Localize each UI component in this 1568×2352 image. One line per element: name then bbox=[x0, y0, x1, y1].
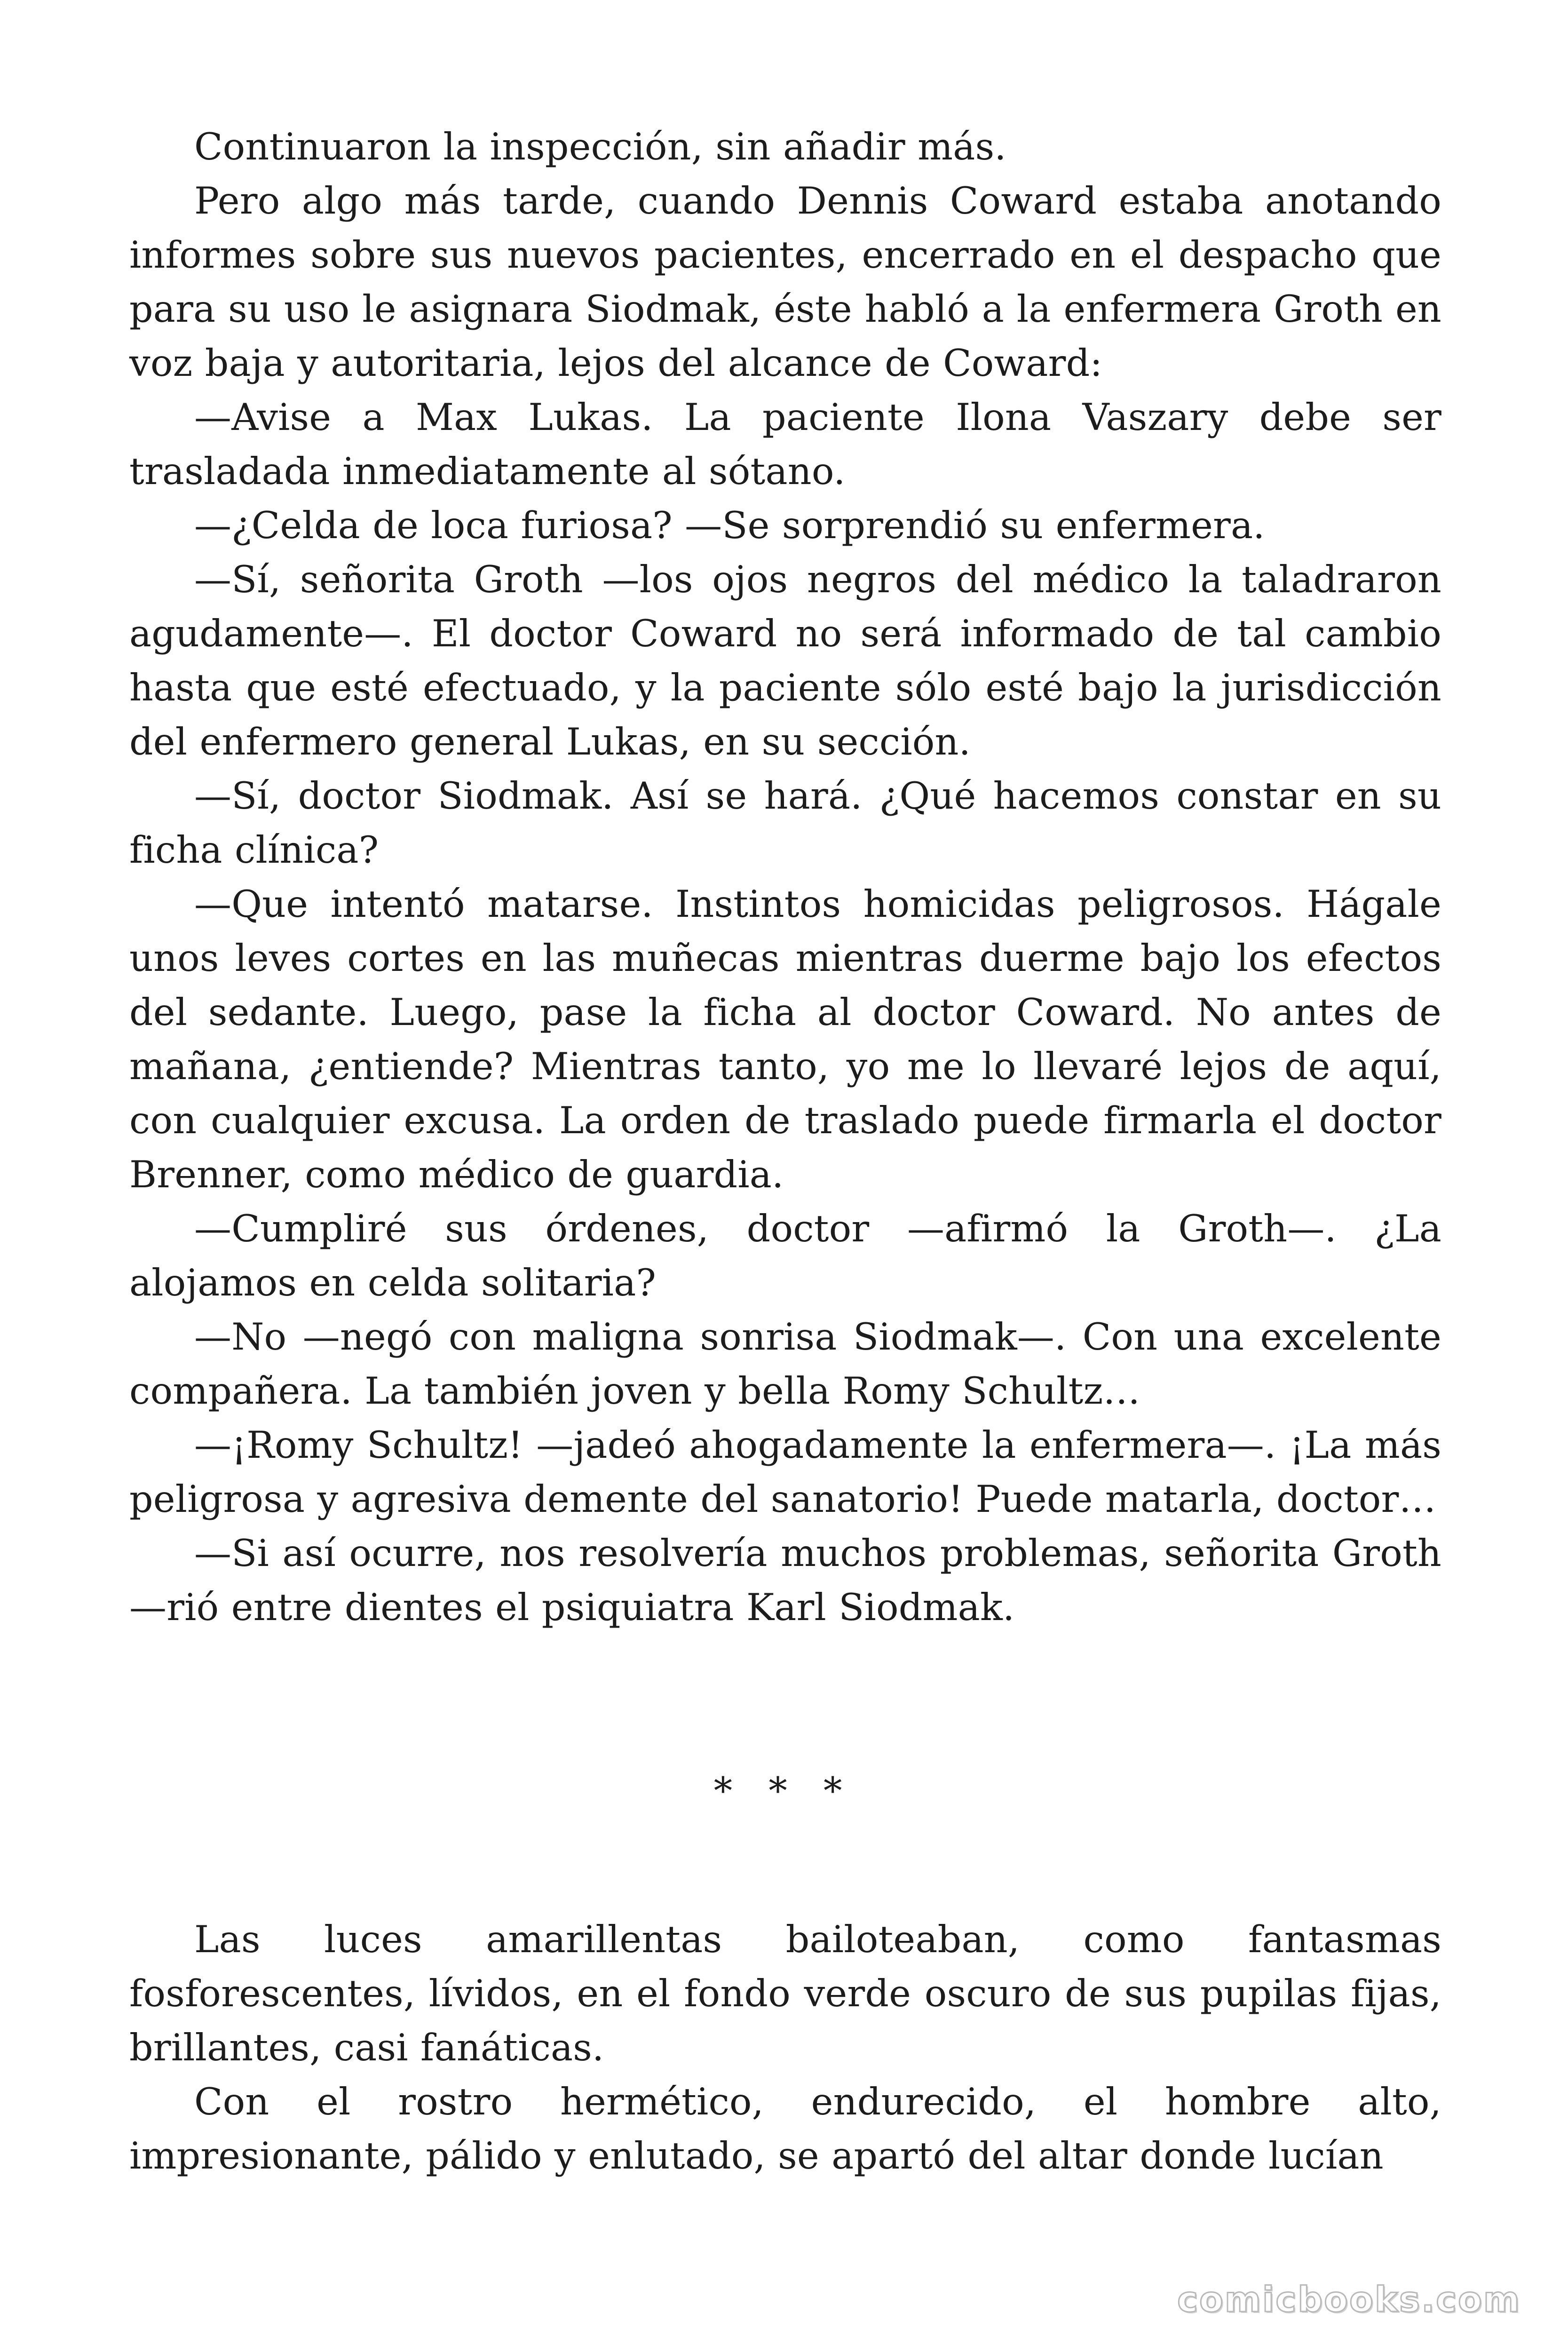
paragraph: —Sí, señorita Groth —los ojos negros del médico la taladraron agudamente—. El doctor Coward no será informado de tal cambio hasta que esté efectuado, y la paciente sólo esté bajo la jurisdicción del enfermero general Lukas, en su sección. bbox=[129, 558, 1441, 763]
paragraph: Continuaron la inspección, sin añadir más. bbox=[194, 125, 1006, 168]
paragraph: Pero algo más tarde, cuando Dennis Coward estaba anotando informes sobre sus nuevos pacientes, encerrado en el despacho que para su uso le asignara Siodmak, éste habló a la enfermera Groth en voz baja y autoritaria, lejos del alcance de Coward: bbox=[129, 179, 1441, 385]
text-block-before-break bbox=[129, 120, 1441, 1635]
paragraph: —¿Celda de loca furiosa? —Se sorprendió su enfermera. bbox=[194, 504, 1265, 547]
scene-break: * * * bbox=[713, 1769, 855, 1812]
paragraph: —No —negó con maligna sonrisa Siodmak—. Con una excelente compañera. La también joven y bella Romy Schultz… bbox=[129, 1315, 1441, 1413]
paragraph: —Avise a Max Lukas. La paciente Ilona Vaszary debe ser trasladada inmediatamente al sótano. bbox=[129, 396, 1441, 493]
paragraph: Las luces amarillentas bailoteaban, como fantasmas fosforescentes, lívidos, en el fondo verde oscuro de sus pupilas fijas, brillantes, casi fanáticas. bbox=[129, 1918, 1441, 2069]
paragraph: —Que intentó matarse. Instintos homicidas peligrosos. Hágale unos leves cortes en las muñecas mientras duerme bajo los efectos del sedante. Luego, pase la ficha al doctor Coward. No antes de mañana, ¿entiende? Mientras tanto, yo me lo llevaré lejos de aquí, con cualquier excusa. La orden de traslado puede firmarla el doctor Brenner, como médico de guardia. bbox=[129, 882, 1441, 1196]
watermark: comicbooks.com bbox=[1177, 2280, 1521, 2320]
paragraph: —¡Romy Schultz! —jadeó ahogadamente la enfermera—. ¡La más peligrosa y agresiva demente del sanatorio! Puede matarla, doctor… bbox=[129, 1423, 1441, 1521]
paragraph: —Cumpliré sus órdenes, doctor —afirmó la Groth—. ¿La alojamos en celda solitaria? bbox=[129, 1207, 1441, 1304]
paragraph: —Sí, doctor Siodmak. Así se hará. ¿Qué hacemos constar en su ficha clínica? bbox=[129, 774, 1441, 872]
paragraph: Con el rostro hermético, endurecido, el hombre alto, impresionante, pálido y enlutado, se apartó del altar donde lucían bbox=[129, 2080, 1441, 2177]
paragraph: —Si así ocurre, nos resolvería muchos problemas, señorita Groth —rió entre dientes el psiquiatra Karl Siodmak. bbox=[129, 1532, 1441, 1629]
text-block-after-break bbox=[129, 1913, 1441, 2183]
